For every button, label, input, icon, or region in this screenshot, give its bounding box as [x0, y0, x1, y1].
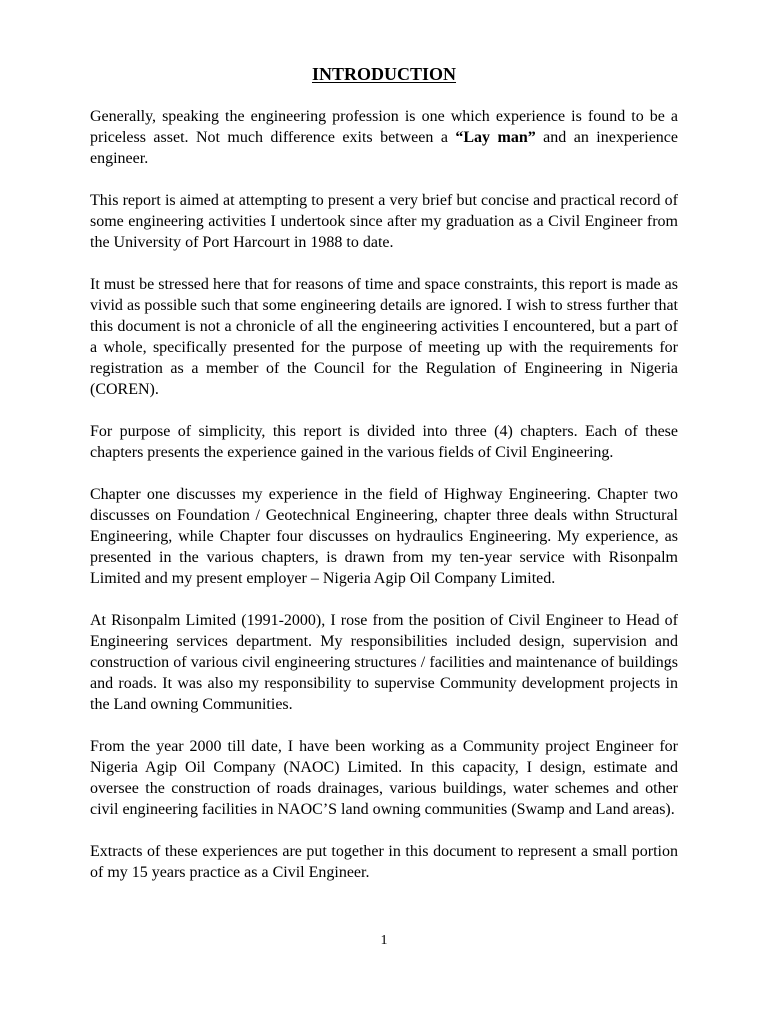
paragraph-intro-end: and an inexperience engineer. — [90, 129, 679, 167]
page-title: INTRODUCTION — [311, 64, 457, 84]
paragraph-risonpalm: At Risonpalm Limited (1991-2000), I rose from the position of Civil Engineer to Head of Engineering services department. My responsibilities included design, supervision and construction of various civil engineering structures / facilities and maintenance of buildings and roads. It was also my responsibility to supervise Community development projects in the Land owning Communities. — [90, 612, 678, 713]
paragraph-intro-start: Generally, speaking the engineering profession is one which experience is found to be a priceless asset. Not much difference exits between a — [90, 108, 678, 146]
paragraph-intro — [90, 106, 678, 169]
document-body — [90, 106, 678, 904]
paragraph-chapters-overview: For purpose of simplicity, this report is divided into three (4) chapters. Each of these chapters presents the experience gained in the various fields of Civil Engineering. — [90, 423, 678, 461]
paragraph-constraints: It must be stressed here that for reasons of time and space constraints, this report is made as vivid as possible such that some engineering details are ignored. I wish to stress further that this document is not a chronicle of all the engineering activities I encountered, but a part of a whole, specifically presented for the purpose of meeting up with the requirements for registration as a member of the Council for the Regulation of Engineering in Nigeria (COREN). — [90, 276, 678, 398]
paragraph-intro-bold-term: “Lay man” — [455, 129, 536, 146]
paragraph-report-aim: This report is aimed at attempting to present a very brief but concise and practical record of some engineering activities I undertook since after my graduation as a Civil Engineer from the University of Port Harcourt in 1988 to date. — [90, 192, 678, 251]
paragraph-extracts: Extracts of these experiences are put together in this document to represent a small portion of my 15 years practice as a Civil Engineer. — [90, 843, 678, 881]
page-number: 1 — [380, 933, 388, 948]
paragraph-chapter-summary: Chapter one discusses my experience in the field of Highway Engineering. Chapter two discusses on Foundation / Geotechnical Engineering, chapter three deals withn Structural Engineering, while Chapter four discusses on hydraulics Engineering. My experience, as presented in the various chapters, is drawn from my ten-year service with Risonpalm Limited and my present employer – Nigeria Agip Oil Company Limited. — [90, 486, 678, 587]
paragraph-naoc: From the year 2000 till date, I have been working as a Community project Engineer for Nigeria Agip Oil Company (NAOC) Limited. In this capacity, I design, estimate and oversee the construction of roads drainages, various buildings, water schemes and other civil engineering facilities in NAOC’S land owning communities (Swamp and Land areas). — [90, 738, 678, 818]
